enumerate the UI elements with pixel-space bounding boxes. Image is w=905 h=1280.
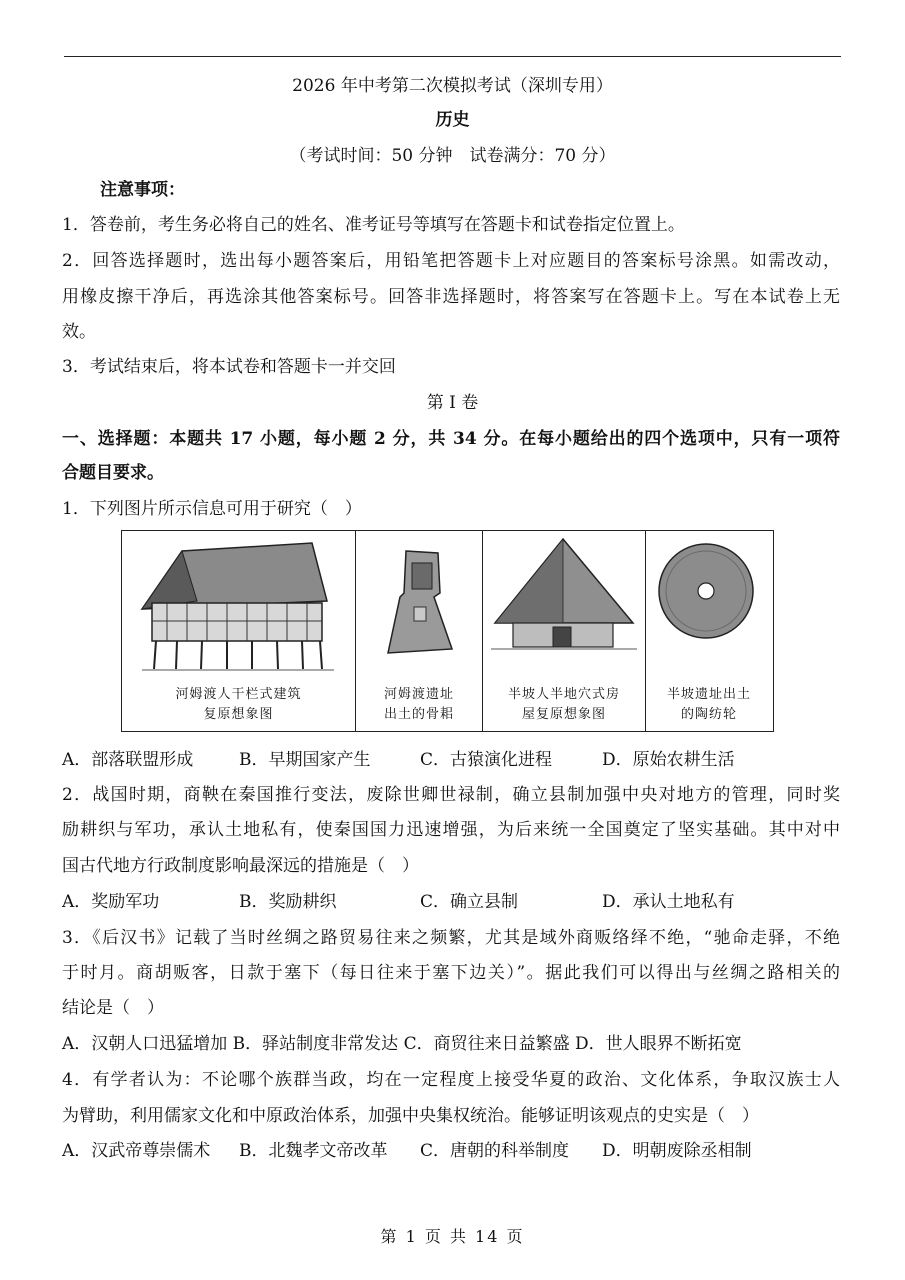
section-heading-line-1: 一、选择题：本题共 17 小题，每小题 2 分，共 34 分。在每小题给出的四个选项中，只有一项符 (62, 429, 840, 449)
option-a[interactable]: A．汉武帝尊崇儒术 (62, 1141, 211, 1161)
question-2-line-1: 2．战国时期，商鞅在秦国推行变法，废除世卿世禄制，确立县制加强中央对地方的管理，同时奖 (62, 785, 840, 805)
option-a[interactable]: A．部落联盟形成 (62, 750, 194, 770)
notice-item-3: 3．考试结束后，将本试卷和答题卡一并交回 (62, 357, 396, 377)
question-2-line-3: 国古代地方行政制度影响最深远的措施是（ ） (62, 856, 419, 876)
question-2-options (62, 892, 735, 912)
option-c[interactable]: C．唐朝的科举制度 (420, 1141, 570, 1161)
caption-spindle-whorl (646, 685, 772, 725)
question-3-line-2: 于时月。商胡贩客，日款于塞下（每日往来于塞下边关）”。据此我们可以得出与丝绸之路相关的 (62, 963, 840, 983)
spindle-whorl-illustration (646, 531, 772, 681)
option-d[interactable]: D．原始农耕生活 (602, 750, 735, 770)
notice-heading: 注意事项： (100, 180, 185, 200)
option-d[interactable]: D．承认土地私有 (602, 892, 735, 912)
figure-panel-bone-spade (356, 531, 483, 731)
question-3-line-1: 3．《后汉书》记载了当时丝绸之路贸易往来之频繁，尤其是域外商贩络绎不绝，“驰命走驿，不绝 (62, 928, 840, 948)
caption-line: 复原想象图 (203, 707, 274, 722)
bone-spade-illustration (356, 531, 481, 681)
page-footer: 第 1 页 共 14 页 (380, 1227, 525, 1246)
caption-line: 河姆渡遗址 (383, 687, 454, 702)
notice-item-1: 1．答卷前，考生务必将自己的姓名、准考证号等填写在答题卡和试卷指定位置上。 (62, 215, 685, 235)
volume-label: 第 I 卷 (426, 393, 479, 413)
figure-panel-stilt-house (122, 531, 356, 731)
subject-title: 历史 (435, 110, 470, 130)
top-rule (64, 56, 841, 57)
exam-info: （考试时间：50 分钟 试卷满分：70 分） (289, 146, 616, 166)
caption-line: 半坡遗址出土 (666, 687, 751, 702)
notice-item-2-line-3: 效。 (62, 322, 96, 342)
option-c[interactable]: C．确立县制 (420, 892, 519, 912)
option-b[interactable]: B．奖励耕织 (239, 892, 337, 912)
caption-stilt-house (122, 685, 355, 725)
caption-line: 的陶纺轮 (680, 707, 737, 722)
caption-line: 出土的骨耜 (383, 707, 454, 722)
option-b[interactable]: B．早期国家产生 (239, 750, 371, 770)
caption-line: 屋复原想象图 (521, 707, 606, 722)
figure-panel-semi-pit-house (483, 531, 646, 731)
question-1-figure (121, 530, 774, 732)
question-3-options[interactable]: A．汉朝人口迅猛增加 B．驿站制度非常发达 C．商贸往来日益繁盛 D．世人眼界不断拓宽 (62, 1034, 742, 1054)
option-b[interactable]: B．北魏孝文帝改革 (239, 1141, 388, 1161)
caption-line: 河姆渡人干栏式建筑 (175, 687, 302, 702)
question-4-line-1: 4．有学者认为：不论哪个族群当政，均在一定程度上接受华夏的政治、文化体系，争取汉族士人 (62, 1070, 840, 1090)
caption-bone-spade (356, 685, 482, 725)
caption-semi-pit-house (483, 685, 645, 725)
question-1-options (62, 750, 735, 770)
exam-title: 2026 年中考第二次模拟考试（深圳专用） (292, 76, 613, 96)
figure-panel-spindle-whorl (646, 531, 772, 731)
option-a[interactable]: A．奖励军功 (62, 892, 160, 912)
question-2-line-2: 励耕织与军功，承认土地私有，使秦国国力迅速增强，为后来统一全国奠定了坚实基础。其中对中 (62, 820, 840, 840)
notice-item-2-line-2: 用橡皮擦干净后，再选涂其他答案标号。回答非选择题时，将答案写在答题卡上。写在本试卷上无 (62, 287, 840, 307)
question-3-line-3: 结论是（ ） (62, 998, 164, 1018)
caption-line: 半坡人半地穴式房 (507, 687, 620, 702)
question-1-stem: 1．下列图片所示信息可用于研究（ ） (62, 499, 362, 519)
question-4-line-2: 为臂助，利用儒家文化和中原政治体系，加强中央集权统治。能够证明该观点的史实是（ ） (62, 1106, 759, 1126)
question-4-options (62, 1141, 752, 1161)
notice-item-2-line-1: 2．回答选择题时，选出每小题答案后，用铅笔把答题卡上对应题目的答案标号涂黑。如需改动， (62, 251, 840, 271)
option-c[interactable]: C．古猿演化进程 (420, 750, 553, 770)
section-heading-line-2: 合题目要求。 (62, 463, 164, 483)
option-d[interactable]: D．明朝废除丞相制 (602, 1141, 752, 1161)
stilt-house-illustration (122, 531, 354, 681)
semi-pit-house-illustration (483, 531, 644, 681)
